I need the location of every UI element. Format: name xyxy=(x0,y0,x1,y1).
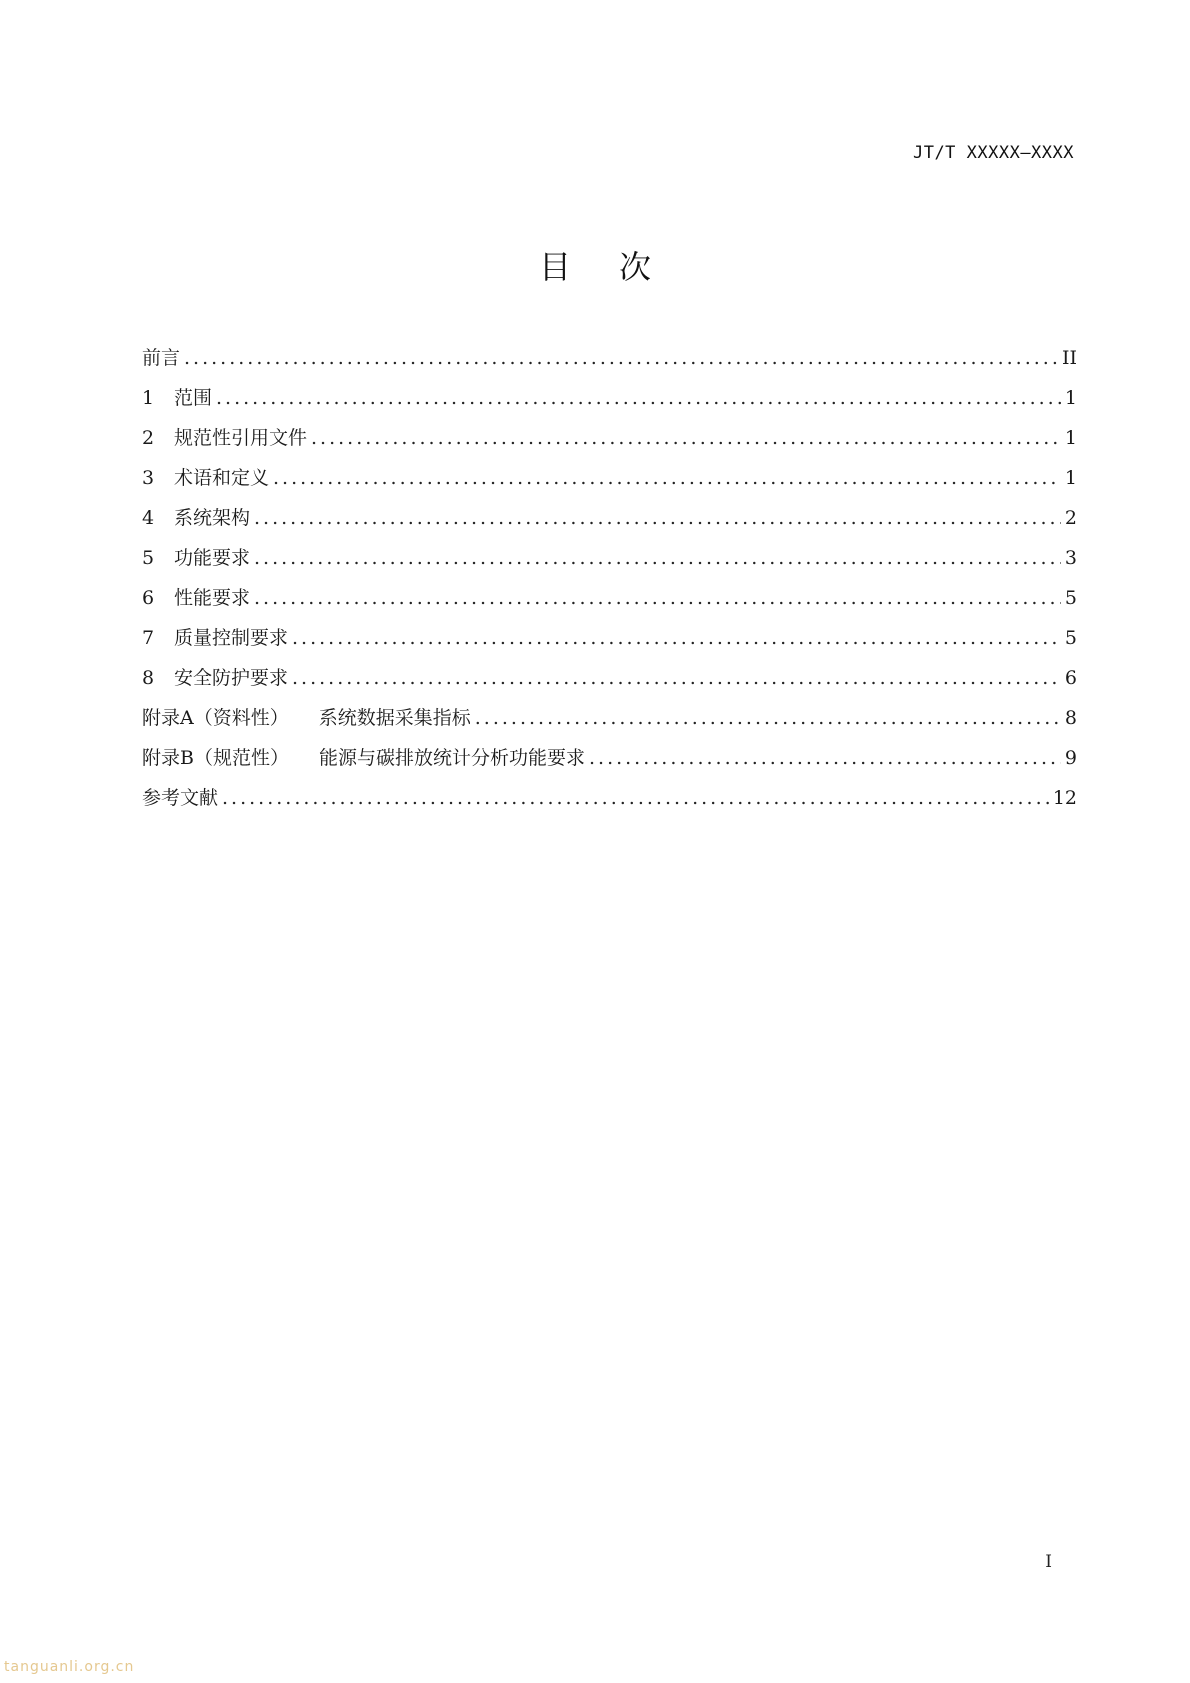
toc-entry-bibliography[interactable] xyxy=(142,770,1077,810)
page-number: I xyxy=(1045,1552,1052,1572)
toc-entry-number: 8 xyxy=(142,667,155,689)
toc-annex-title: 能源与碳排放统计分析功能要求 xyxy=(318,747,585,769)
watermark-text: tanguanli.org.cn xyxy=(4,1659,135,1675)
toc-entry-page: 1 xyxy=(1064,427,1077,449)
toc-entry-number: 1 xyxy=(142,387,155,409)
toc-leader-dots xyxy=(292,666,1061,690)
toc-entry-title: 功能要求 xyxy=(174,547,251,569)
toc-entry-page: 9 xyxy=(1064,747,1077,769)
toc-entry-normative-references[interactable] xyxy=(142,410,1077,450)
toc-entry-functional-requirements[interactable] xyxy=(142,530,1077,570)
toc-annex-title: 系统数据采集指标 xyxy=(318,707,471,729)
toc-annex-label: 附录A（资料性） xyxy=(142,707,289,729)
toc-entry-page: 12 xyxy=(1052,787,1077,809)
toc-entry-page: 8 xyxy=(1064,707,1077,729)
toc-leader-dots xyxy=(254,546,1061,570)
toc-entry-page: 6 xyxy=(1064,667,1077,689)
toc-leader-dots xyxy=(184,346,1058,370)
toc-entry-scope[interactable] xyxy=(142,370,1077,410)
toc-leader-dots xyxy=(254,586,1061,610)
toc-entry-page: 1 xyxy=(1064,467,1077,489)
toc-entry-terms-definitions[interactable] xyxy=(142,450,1077,490)
toc-entry-title: 术语和定义 xyxy=(174,467,270,489)
toc-entry-page: 3 xyxy=(1064,547,1077,569)
toc-entry-title: 规范性引用文件 xyxy=(174,427,308,449)
toc-entry-page: II xyxy=(1061,347,1077,369)
toc-leader-dots xyxy=(475,706,1061,730)
toc-leader-dots xyxy=(292,626,1061,650)
table-of-contents xyxy=(142,330,1077,810)
toc-entry-title: 范围 xyxy=(174,387,213,409)
toc-entry-title: 安全防护要求 xyxy=(174,667,289,689)
toc-entry-annex-a[interactable] xyxy=(142,690,1077,730)
toc-entry-title: 参考文献 xyxy=(142,787,219,809)
toc-leader-dots xyxy=(273,466,1061,490)
toc-entry-number: 3 xyxy=(142,467,155,489)
toc-entry-title: 前言 xyxy=(142,347,181,369)
toc-entry-system-architecture[interactable] xyxy=(142,490,1077,530)
toc-entry-title: 性能要求 xyxy=(174,587,251,609)
toc-entry-annex-b[interactable] xyxy=(142,730,1077,770)
toc-entry-number: 4 xyxy=(142,507,155,529)
toc-entry-quality-control[interactable] xyxy=(142,610,1077,650)
toc-entry-title: 质量控制要求 xyxy=(174,627,289,649)
toc-entry-number: 2 xyxy=(142,427,155,449)
document-code: JT/T XXXXX—XXXX xyxy=(912,143,1074,163)
toc-entry-number: 7 xyxy=(142,627,155,649)
toc-entry-foreword[interactable] xyxy=(142,330,1077,370)
toc-leader-dots xyxy=(222,786,1049,810)
toc-entry-number: 5 xyxy=(142,547,155,569)
toc-leader-dots xyxy=(311,426,1061,450)
toc-entry-page: 5 xyxy=(1064,627,1077,649)
toc-leader-dots xyxy=(216,386,1061,410)
toc-leader-dots xyxy=(589,746,1061,770)
toc-entry-security-protection[interactable] xyxy=(142,650,1077,690)
toc-entry-number: 6 xyxy=(142,587,155,609)
toc-entry-page: 1 xyxy=(1064,387,1077,409)
toc-entry-performance-requirements[interactable] xyxy=(142,570,1077,610)
toc-leader-dots xyxy=(254,506,1061,530)
toc-entry-page: 2 xyxy=(1064,507,1077,529)
page-title: 目次 xyxy=(538,248,699,286)
toc-entry-page: 5 xyxy=(1064,587,1077,609)
toc-annex-label: 附录B（规范性） xyxy=(142,747,289,769)
toc-entry-title: 系统架构 xyxy=(174,507,251,529)
